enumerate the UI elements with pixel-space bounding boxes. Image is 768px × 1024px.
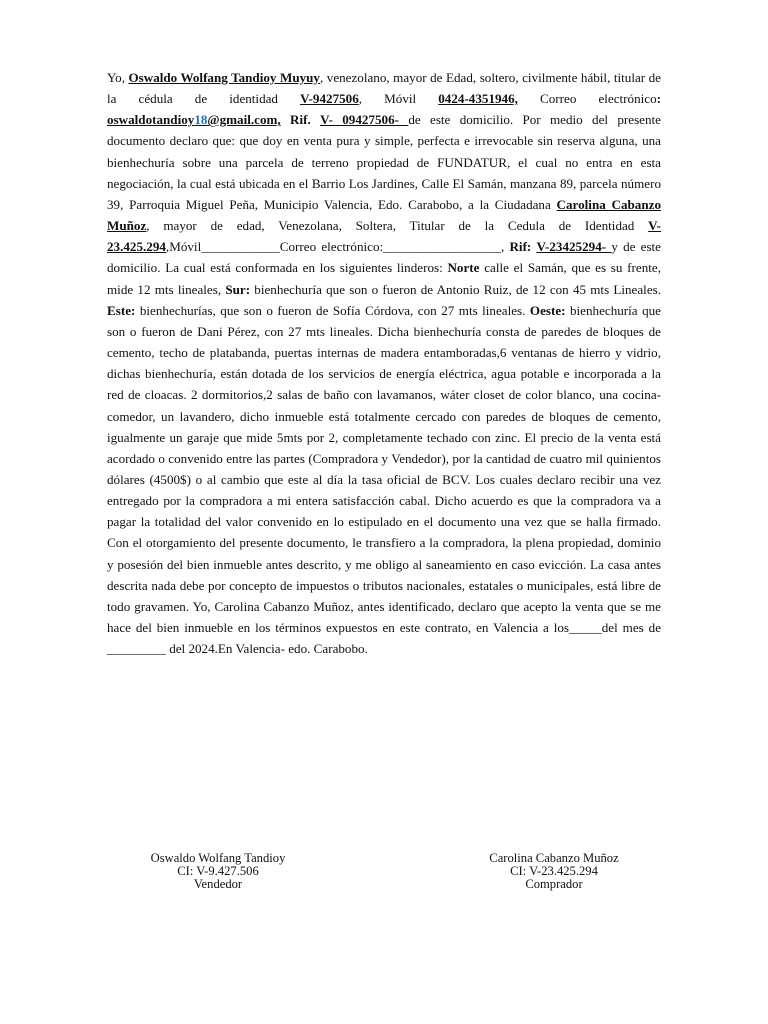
text-segment: , Móvil bbox=[358, 91, 439, 107]
seller-phone: 0424-4351946, bbox=[438, 91, 518, 107]
seller-signature-block bbox=[118, 852, 318, 891]
boundary-east-label: Este: bbox=[107, 302, 136, 318]
contract-body bbox=[107, 67, 661, 659]
text-segment bbox=[311, 112, 320, 127]
seller-email-user: oswaldotandioy bbox=[107, 112, 195, 128]
text-segment bbox=[281, 112, 290, 127]
text-segment: calle el Samán, que es su frente, mide 12 mts lineales, bbox=[107, 260, 661, 297]
seller-id-number: V-9427506 bbox=[300, 91, 359, 107]
seller-signature-name: Oswaldo Wolfang Tandioy bbox=[150, 851, 286, 865]
buyer-id-number: V-23.425.294 bbox=[107, 218, 661, 255]
text-segment: Yo, bbox=[107, 70, 129, 85]
text-segment: , venezolano, mayor de Edad, soltero, civilmente hábil, titular de la cédula de identidad bbox=[107, 70, 661, 107]
rif-label: Rif: bbox=[509, 239, 532, 255]
seller-email-domain: @gmail.com, bbox=[207, 112, 281, 128]
rif-label: Rif. bbox=[290, 112, 311, 128]
seller-rif: V- 09427506- bbox=[320, 112, 409, 128]
buyer-signature-name: Carolina Cabanzo Muñoz bbox=[489, 851, 619, 865]
boundary-west-label: Oeste: bbox=[529, 302, 566, 318]
buyer-signature-role: Comprador bbox=[525, 877, 583, 891]
seller-name: Oswaldo Wolfang Tandioy Muyuy bbox=[128, 70, 320, 85]
text-segment: ,Móvil____________Correo electrónico:__________________, bbox=[165, 239, 510, 255]
boundary-north-label: Norte bbox=[447, 260, 480, 276]
buyer-signature-id: CI: V-23.425.294 bbox=[510, 864, 598, 878]
text-segment: bienhechuría que son o fueron de Dani Pérez, con 27 mts lineales. Dicha bienhechuría consta de paredes de bloques de cemento, techo de platabanda, puertas internas de madera entamboradas,6 ventanas de hierro y vidrio, dichas bienhechuría, están dotada de los servicios de energía eléctrica, agua potable e incorporada a la red de cloacas. 2 dormitorios,2 salas de baño con lavamanos, wáter closet de color blanco, una cocina- comedor, un lavandero, dicho inmueble está totalmente cercado con paredes de bloques de cemento, igualmente un garaje que mide 5mts por 2, completamente techado con zinc. El precio de la venta está acordado o convenido entre las partes (Compradora y Vendedor), por la cantidad de cuatro mil quinientos dólares (4500$) o al cambio que este al día la tasa oficial de BCV. Los cuales declaro recibir una vez entregado por la compradora a mi entera satisfacción cabal. Dicho acuerdo es que la compradora va a pagar la totalidad del valor convenido en lo estipulado en el documento una vez que se halla firmado. Con el otorgamiento del presente documento, le transfiero a la compradora, la plena propiedad, dominio y posesión del bien inmueble antes descrito, y me obligo al saneamiento en caso evicción. La casa antes descrita nada debe por concepto de impuestos o tributos nacionales, estatales o municipales, está libre de todo gravamen. Yo, Carolina Cabanzo Muñoz, antes identificado, declaro que acepto la venta que se me hace del bien inmueble en los términos expuestos en este contrato, en Valencia a los_____del mes de _________ del 2024.En Valencia- edo. Carabobo. bbox=[107, 302, 661, 657]
colon: : bbox=[656, 91, 661, 107]
text-segment: Correo electrónico bbox=[517, 91, 657, 107]
seller-signature-id: CI: V-9.427.506 bbox=[177, 864, 259, 878]
seller-email bbox=[107, 112, 281, 127]
text-segment: , mayor de edad, Venezolana, Soltera, Titular de la Cedula de Identidad bbox=[146, 218, 649, 234]
text-segment: y de este domicilio. La cual está conformada en los siguientes linderos: bbox=[107, 239, 661, 276]
buyer-rif: V-23425294- bbox=[536, 239, 612, 255]
buyer-signature-block bbox=[454, 852, 654, 891]
buyer-name: Carolina Cabanzo Muñoz bbox=[107, 196, 661, 234]
text-segment: de este domicilio. Por medio del presente documento declaro que: que doy en venta pura y simple, perfecta e irrevocable sin reserva alguna, una bienhechuría sobre una parcela de terreno propiedad de FUNDATUR, el cual no entra en esta negociación, la cual está ubicada en el Barrio Los Jardines, Calle El Samán, manzana 89, parcela número 39, Parroquia Miguel Peña, Municipio Valencia, Edo. Carabobo, a la Ciudadana bbox=[107, 112, 661, 212]
text-segment: bienhechurías, que son o fueron de Sofía Córdova, con 27 mts lineales. bbox=[135, 302, 530, 318]
boundary-south-label: Sur: bbox=[225, 281, 251, 297]
seller-signature-role: Vendedor bbox=[193, 877, 243, 891]
text-segment: bienhechuría que son o fueron de Antonio Ruiz, de 12 con 45 mts Lineales. bbox=[250, 281, 661, 297]
seller-email-digits: 18 bbox=[194, 112, 208, 128]
